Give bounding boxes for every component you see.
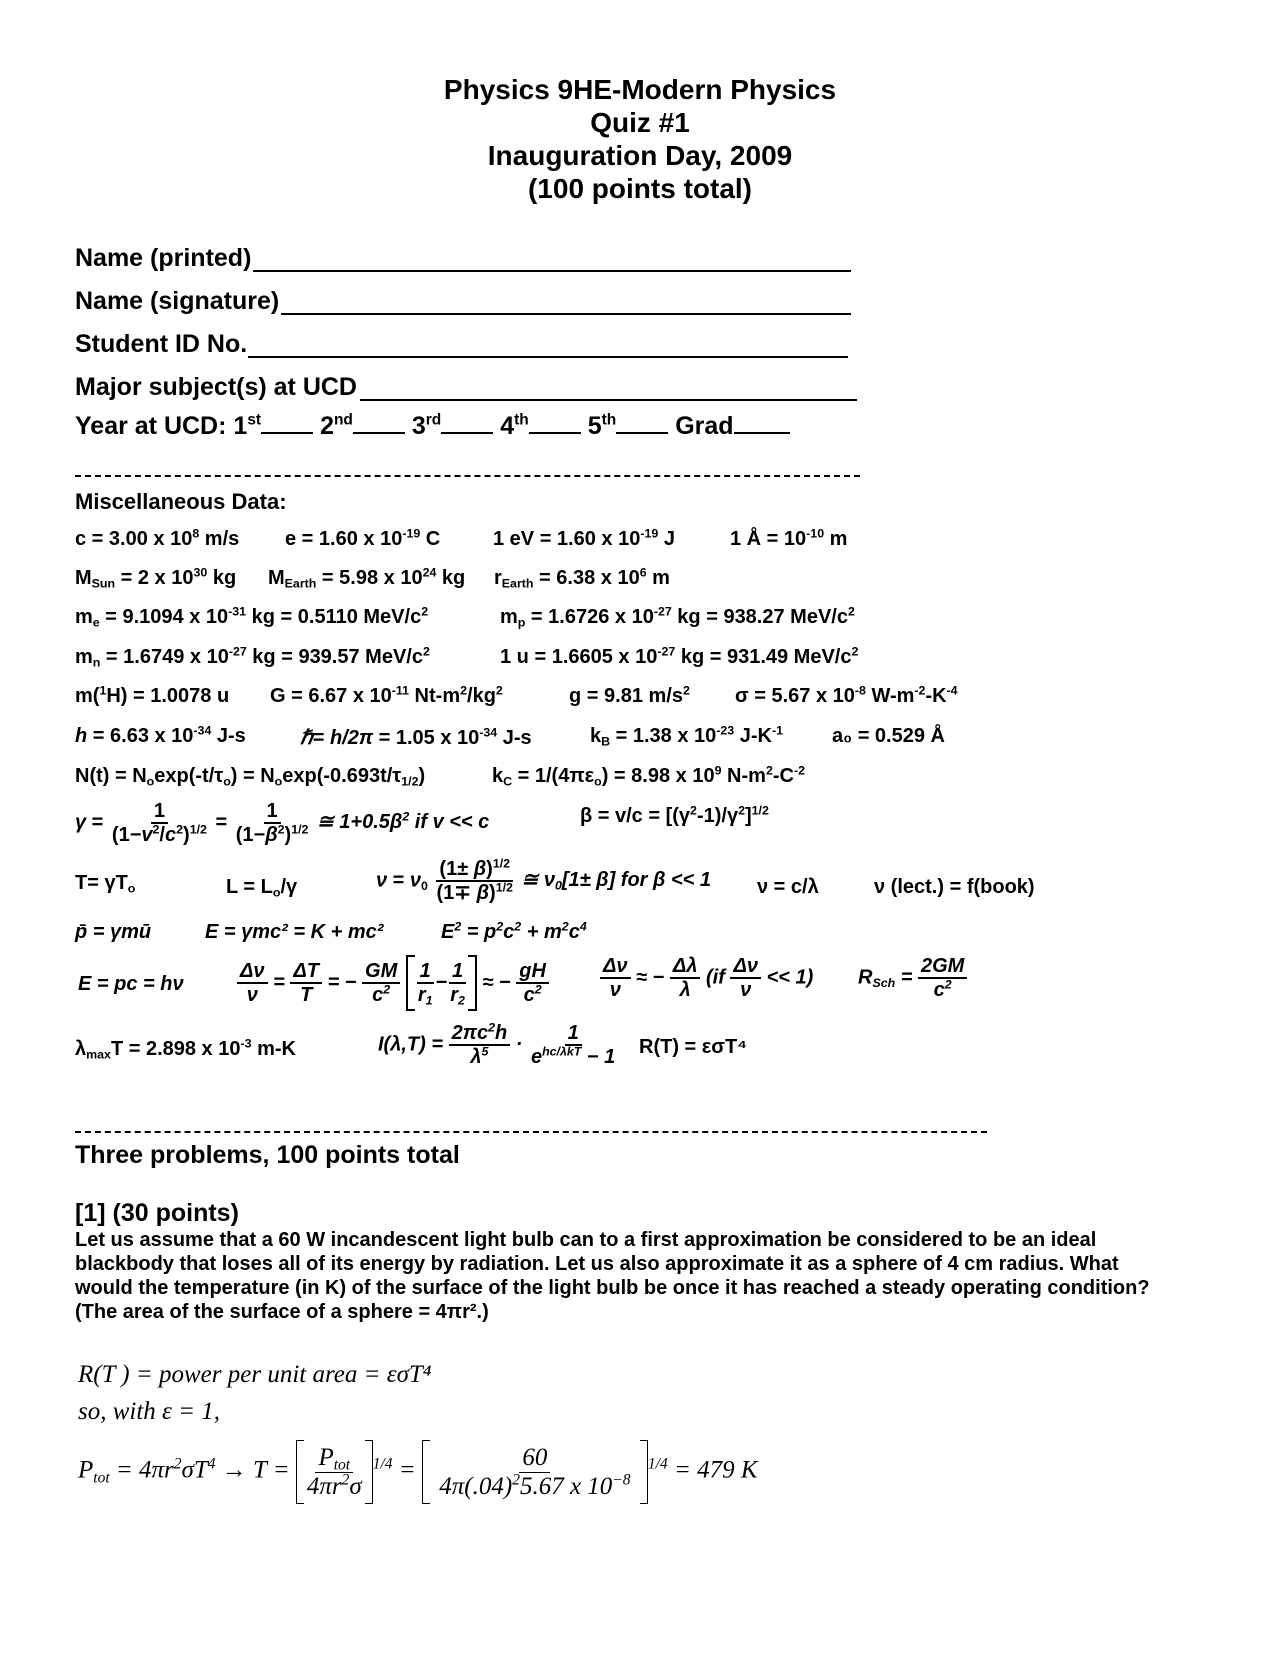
const-kc: $k_C = 1/(4\pi\varepsilon_o) = 8.98$ x $10^9$ $N-m^2-C^{-2}$ (492, 763, 805, 789)
const-msun: $M_{Sun} = 2$ x $10^{30}$ kg (75, 565, 237, 591)
formula-gamma: γ = $\frac{1}{(1-v^2/c^2)^{1/2}}$ = $\frac{1}{(1-\beta^2)^{1/2}}$ ≅ $1+0.5\beta^2$ if v << c (75, 800, 490, 846)
formula-gravitational-shift: $\frac{\Delta\nu}{\nu}$ = $\frac{\Delta T}{T}$ = − $\frac{GM}{c^2}$ $\frac{1}{r_1}$ − $\frac{1}{r_2}$ ≈ − $\frac{gH}{c^2}$ (237, 955, 549, 1011)
formula-beta: $\beta = v/c = [(\gamma^2-1)/\gamma^2]^{1/2}$ (580, 803, 769, 827)
formula-planck: I(λ,T) = $\frac{2\pi c^2h}{\lambda^5}$ · $\frac{1}{e^{hc/\lambda kT} - 1}$ (378, 1020, 616, 1068)
const-mh: m($^1$H) = 1.0078 u (75, 683, 230, 707)
year-option-2nd[interactable]: 2nd (320, 412, 405, 440)
const-hbar: ℏ= h/2π = 1.05 x $10^{-34}$ J-s (300, 725, 532, 749)
formula-wavelength-shift: $\frac{\Delta\nu}{\nu}$ ≈ − $\frac{\Delta\lambda}{\lambda}$ (if $\frac{\Delta\nu}{\nu}$ << 1) (600, 955, 813, 1001)
solution-equation: $P_{tot} = 4\pi r^2\sigma T^4 \to T$ = $\frac{P_{tot}}{4\pi r^2\sigma}$ $^{1/4}$ = $\frac{60}{4\pi(.04)^25.67 x 10^{-8}}$ $^{1/4}$ = 479 K (78, 1440, 758, 1504)
gamma-approx: ≅ $1+0.5\beta^2$ if v << c (316, 809, 490, 834)
quiz-number: Quiz #1 (590, 107, 690, 138)
problems-heading: Three problems, 100 points total (75, 1141, 460, 1169)
problem-1-text-1: Let us assume that a 60 W incandescent light bulb can to a first approximation be considered to be an ideal (75, 1229, 1097, 1251)
problem-1-title: [1] (30 points) (75, 1199, 239, 1227)
formula-time-dilation: $T= \gamma T_o$ (75, 872, 136, 896)
formula-length: $L = L_o/\gamma$ (226, 876, 298, 900)
problem-1-text-2: blackbody that loses all of its energy by radiation. Let us also approximate it as a sphere of 4 cm radius. What (75, 1253, 1119, 1275)
const-me: $m_e = 9.1094$ x $10^{-31}$ kg = 0.5110 MeV/$c^2$ (75, 604, 429, 630)
name-printed-label: Name (printed) (75, 244, 252, 272)
const-ev: 1 eV = 1.60 x $10^{-19}$ J (493, 526, 675, 550)
solution-line-1: R(T ) = power per unit area = εσT⁴ (78, 1361, 432, 1388)
const-kb: $k_B = 1.38$ x $10^{-23}$ $J-K^{-1}$ (590, 723, 784, 749)
const-sigma: σ = 5.67 x $10^{-8}$ $W-m^{-2}-K^{-4}$ (735, 683, 958, 707)
year-option-1st[interactable]: 1st (233, 412, 313, 440)
solution-power: 60 (519, 1444, 550, 1473)
name-signature-label: Name (signature) (75, 287, 280, 315)
formula-doppler: $\nu = \nu_0$ $\frac{(1\pm \beta)^{1/2}}{(1\mp \beta)^{1/2}}$ ≅ $\nu_0[1\pm \beta]$ for β << 1 (376, 856, 712, 904)
formula-energy: E = γmc² = K + mc² (205, 921, 384, 943)
student-id-field[interactable] (248, 356, 848, 358)
total-points: (100 points total) (527, 173, 752, 204)
const-mp: $m_p = 1.6726$ x $10^{-27}$ kg = 938.27 MeV/$c^2$ (500, 604, 855, 630)
const-angstrom: 1 Å = $10^{-10}$ m (730, 526, 848, 550)
year-option-3rd[interactable]: 3rd (412, 412, 493, 440)
major-label: Major subject(s) at UCD (75, 373, 357, 401)
const-h: h = 6.63 x $10^{-34}$ J-s (75, 723, 246, 747)
doppler-approx: ≅ $\nu_0[1\pm \beta]$ for β << 1 (521, 869, 712, 893)
name-printed-field[interactable] (253, 270, 851, 272)
const-mn: $m_n = 1.6749$ x $10^{-27}$ kg = 939.57 MeV/$c^2$ (75, 644, 430, 670)
const-decay: $N(t) = N_o\exp(-t/\tau_o) = N_o\exp(-0.693t/\tau_{1/2})$ (75, 765, 426, 789)
student-id-label: Student ID No. (75, 330, 248, 358)
major-field[interactable] (360, 399, 857, 401)
divider-top (75, 475, 860, 477)
solution-result: = 479 K (673, 1456, 758, 1484)
formula-photon: E = pc = hν (78, 973, 184, 995)
quiz-date: Inauguration Day, 2009 (487, 140, 793, 171)
formula-nu-note: ν (lect.) = f(book) (874, 876, 1035, 898)
problem-1-text-3: would the temperature (in K) of the surface of the light bulb be once it has reached a steady operating condition? (75, 1277, 1150, 1299)
formula-nu-lambda: ν = c/λ (757, 876, 819, 898)
year-label: Year at UCD: (75, 412, 227, 440)
formula-wien: $\lambda_{max}T = 2.898$ x $10^{-3}$ m-K (75, 1036, 296, 1062)
formula-e-squared: $E^2 = p^2c^2 + m^2c^4$ (441, 919, 587, 943)
const-G: G = 6.67 x $10^{-11}$ $Nt-m^2/kg^2$ (270, 683, 503, 707)
name-signature-field[interactable] (281, 313, 851, 315)
const-a0: a₀ = 0.529 Å (832, 725, 945, 747)
formula-schwarzschild: $R_{Sch}$ = $\frac{2GM}{c^2}$ (858, 955, 967, 1001)
solution-line-2: so, with ε = 1, (78, 1398, 221, 1425)
const-c: c = 3.00 x $10^8$ m/s (75, 526, 240, 550)
misc-heading: Miscellaneous Data: (75, 489, 287, 514)
problem-1-text-4: (The area of the surface of a sphere = 4πr².) (75, 1301, 489, 1323)
const-g: g = 9.81 $m/s^2$ (569, 683, 690, 707)
const-e: e = 1.60 x $10^{-19}$ C (285, 526, 441, 550)
const-rearth: $r_{Earth} = 6.38$ x $10^6$ m (494, 565, 670, 591)
const-mearth: $M_{Earth} = 5.98$ x $10^{24}$ kg (268, 565, 466, 591)
year-option-4th[interactable]: 4th (500, 412, 581, 440)
divider-bottom (75, 1131, 987, 1133)
year-option-5th[interactable]: 5th (588, 412, 669, 440)
year-row (75, 412, 790, 441)
const-u: 1 u = 1.6605 x $10^{-27}$ kg = 931.49 MeV/$c^2$ (500, 644, 859, 668)
course-title: Physics 9HE-Modern Physics (443, 74, 837, 105)
formula-stefan: R(T) = εσT⁴ (639, 1036, 748, 1058)
year-option-grad[interactable]: Grad (675, 412, 789, 440)
formula-momentum: p̄ = γmū (75, 921, 152, 943)
